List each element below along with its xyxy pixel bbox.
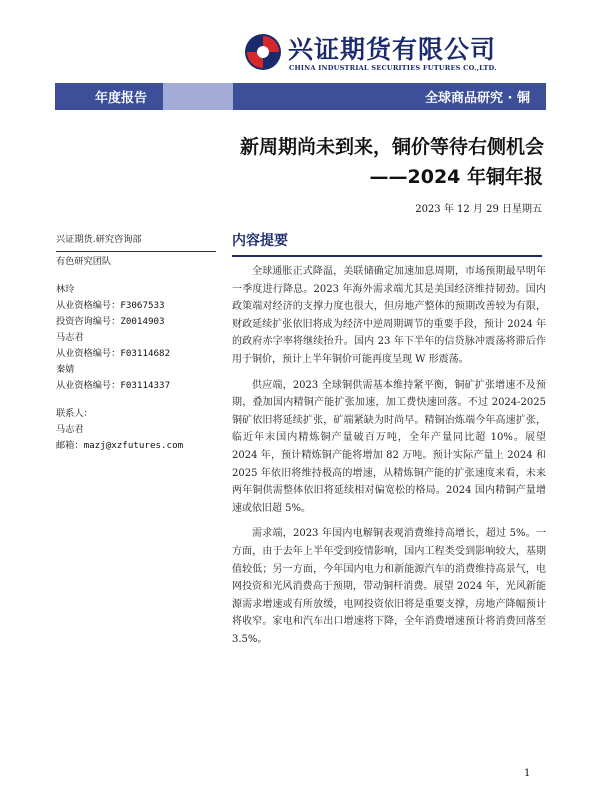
analyst-name: 林玲	[56, 284, 75, 295]
department: 兴证期货.研究咨询部	[56, 234, 142, 245]
author-sidebar	[56, 232, 216, 454]
paragraph-macro: 全球通胀正式降温，美联储确定加速加息周期，市场预期最早明年一季度进行降息。2023 年海外需求端尤其是美国经济维持韧劲。国内政策端对经济的支撑力度也很大，但房地产整体的预期改善较为有限，财政延续扩张依旧将成为经济中逆周期调节的重要手段，预计 2024 年的政府赤字率将继续抬升。国内 23 年下半年的信贷脉冲震荡将滞后作用于铜价，预计上半年铜价可能再度呈现 W 形震荡。	[232, 266, 546, 365]
contact-label: 联系人：	[56, 408, 93, 419]
report-type-label: 年度报告	[55, 83, 163, 110]
banner-accent	[163, 83, 233, 110]
company-name-en: CHINA INDUSTRIAL SECURITIES FUTURES CO.,LTD.	[289, 64, 497, 72]
paragraph-demand: 需求端，2023 年国内电解铜表观消费维持高增长，超过 5%。一方面，由于去年上半年受到疫情影响，国内工程类受到影响较大，基期值较低；另一方面，今年国内电力和新能源汽车的消费维持高景气，电网投资和光风消费高于预期，带动铜杆消费。展望 2024 年，光风新能源需求增速或有所放缓，电网投资依旧将是重要支撑，房地产降幅预计将收窄。家电和汽车出口增速将下降，全年消费增速预计将消费回落至 3.5%。	[232, 528, 546, 645]
company-name-cn: 兴证期货有限公司	[288, 35, 497, 64]
report-title: 新周期尚未到来，铜价等待右侧机会	[239, 136, 544, 158]
analyst-consult: 投资咨询编号：Z0014903	[56, 316, 165, 327]
contact-name: 马志君	[56, 424, 84, 435]
summary-heading	[232, 230, 542, 257]
summary-content	[232, 263, 546, 656]
analyst-cert: 从业资格编号：F03114682	[56, 348, 171, 359]
analyst-name: 马志君	[56, 332, 84, 343]
paragraph-supply: 供应端，2023 全球铜供需基本维持紧平衡，铜矿扩张增速不及预期，叠加国内精铜产能扩张加速，加工费快速回落。不过 2024-2025 铜矿依旧将延续扩张，矿端紧缺为时尚早。精铜冶炼端今年高速扩张，临近年末国内精炼铜产量破百万吨，全年产量同比超 10%。展望 2024 年，预计精炼铜产能将增加 82 万吨。预计实际产量上 2024 和 2025 年依旧将维持极高的增速，从精炼铜产能的扩张速度来看，未来两年铜供需整体依旧将延续相对偏宽松的格局。2024 国内精铜产量增速或依旧超 5%。	[232, 379, 546, 514]
report-category-label: 全球商品研究 · 铜	[233, 83, 546, 110]
section-title: 内容提要	[232, 233, 288, 249]
analyst-cert: 从业资格编号：F03114337	[56, 380, 171, 391]
report-banner	[55, 83, 546, 110]
report-date: 2023 年 12 月 29 日星期五	[415, 204, 542, 215]
email-link[interactable]: mazj@xzfutures.com	[83, 440, 184, 451]
company-logo-icon	[243, 32, 283, 72]
analyst-name: 秦婧	[56, 364, 75, 375]
research-team: 有色研究团队	[56, 251, 216, 270]
page-number: 1	[524, 768, 531, 779]
section-divider	[232, 255, 542, 257]
contact-email: 邮箱：mazj@xzfutures.com	[56, 440, 184, 451]
analyst-cert: 从业资格编号：F3067533	[56, 300, 165, 311]
report-subtitle: ——2024 年铜年报	[369, 166, 543, 188]
